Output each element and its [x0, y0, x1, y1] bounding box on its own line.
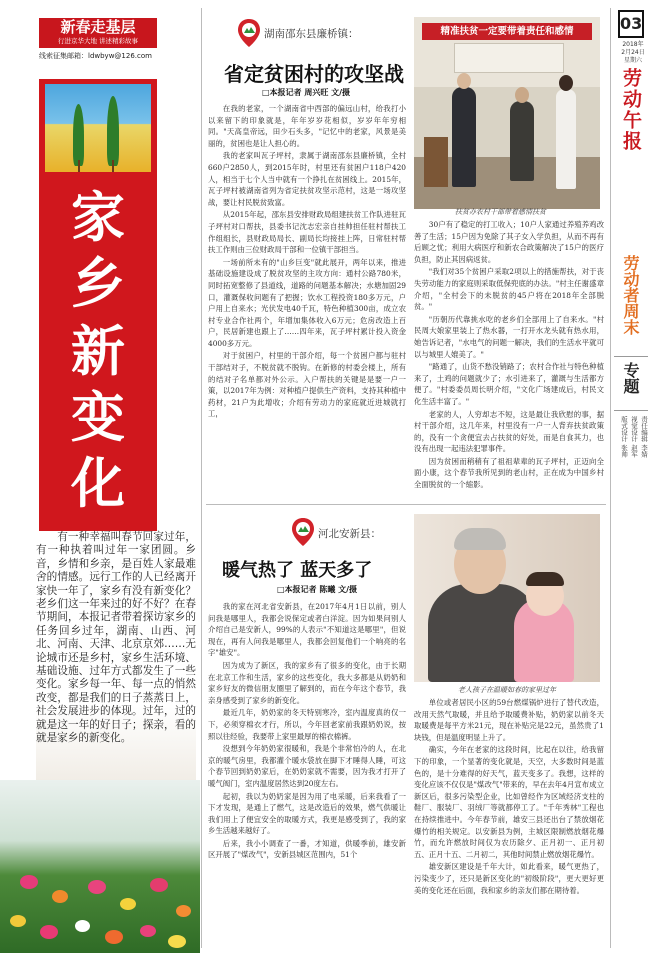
article1-paragraph: 我的老家叫瓦子坪村，隶属于湖南邵东县廉桥镇，全村660户2850人，到2015年时，村里还有贫困户118户420人，相当于七个人当中就有一个挣扎在贫困线上。2015年，瓦子坪村被湖南省列为省定扶贫攻坚示范村，这是一场攻坚战，要让村民脱贫致富。 [208, 151, 406, 207]
issue-date [616, 41, 650, 65]
section-title: 劳动者周末 [621, 255, 640, 335]
article1-paragraph: 对于贫困户，村里的干部介绍，每一个贫困户都与驻村干部结对子，不脱贫就不脱钩。在新修的村委会楼上，所有的结对子名单都对外公示。入户帮扶的关键是是要一户一策，以2017年为例：对种植户提供生产资料，支持其种植中药材，21户为此增收；介绍有劳动力的家庭就近进城就打工， [208, 351, 406, 419]
article2-photo [414, 514, 600, 682]
article2-caption: 老人孩子在温暖如春的家里过年 [458, 686, 556, 694]
article2-byline: □本报记者 陈曦 文/摄 [277, 585, 358, 594]
section-subtitle: 专题 [621, 362, 640, 394]
tree-trunk [78, 160, 80, 172]
issue-day: 2月24日 [621, 49, 645, 56]
photo-banner-text: 精准扶贫一定要带着责任和感情 [422, 23, 592, 40]
article2-paragraph: 最近几年，奶奶家的冬天特别寒冷，室内温度真的仅一下，必须穿棉衣才行，所以，今年回老家前我跟奶奶说，按照以往经验，我要带上家里最厚的棉衣棉裤。 [208, 708, 406, 741]
editor-credit: 责任编辑 李婧 [640, 416, 648, 458]
article1-location: 湖南邵东县廉桥镇： [264, 28, 359, 40]
article2-paragraph: 起初，我以为奶奶家是因为用了电采暖，后来我看了一下才发现，是通上了燃气，这是改造后的效果，燃气供暖让我们用上了便宜安全的取暖方式，我更是感受到了，我的家乡生活越来越好了。 [208, 791, 406, 836]
tree-icon [107, 96, 119, 166]
masthead-logo: 劳动午报 [620, 68, 642, 152]
location-pin-icon [290, 517, 316, 547]
article1-byline: □本报记者 周兴旺 文/摄 [262, 88, 351, 97]
column-divider [201, 8, 202, 948]
article2-paragraph: 我的家在河北省安新县，在2017年4月1日以前，别人问我是哪里人，我都会说保定或者白洋淀。因为如果问别人介绍自己是安新人，99%的人表示"不知道这是哪里"，但说现在，再有人问我是哪里人，我都会回复他们一个响亮的名字"雄安"。 [208, 602, 406, 658]
location-pin-icon [236, 18, 262, 48]
editor-credit: 视觉设计 赵军 [630, 416, 638, 458]
article1-paragraph: 从2015年起，邵东县安排财政局组建扶贫工作队进驻瓦子坪村对口帮扶，县委书记沈志宏亲自挂帅担任驻村帮扶工作组组长，县财政局局长、副局长均接挂上阵，日常驻村帮扶工作则由三位财政局干部和一位镇干部担当。 [208, 210, 406, 255]
article2-paragraph: 后来，我小小调查了一番，才知道，供暖季前，雄安新区开展了"煤改气"，安新县城区范围内，51个 [208, 838, 406, 860]
article-divider [206, 504, 606, 505]
article1-body-col1 [208, 103, 406, 498]
big-title-char-4: 变 [71, 386, 125, 449]
article1-paragraph: 因为贫困而稍稍有了祖祖辈辈的瓦子坪村，正迈向全面小康，这个春节我所见到的老山村，正在成为中国乡村全面脱贫的一个缩影。 [414, 456, 604, 490]
article1-paragraph: 一场前所未有的"山乡巨变"就此展开，两年以来，推进基础设施建设成了脱贫攻坚的主攻方向：通村公路780米，同时拓宽整修了县道线，道路的问题基本解决；水塘加固29口，灌溉保收问题有了把握；饮水工程投资180多万元，户户用上自来水；光伏发电40千瓦，特色种植300亩，成立农村专业合作社两个，年增加集体收入6万元；危房改造上百户，民居新建也跟上了……四年来，瓦子坪村累计投入资金4000多万元。 [208, 257, 406, 348]
column-banner [39, 18, 157, 48]
article1-body-col2 [414, 219, 604, 499]
article1-paragraph: 30户有了稳定的打工收入；10户人家通过养殖养鸡改善了生活；15户因为免除了其子女入学负担，从而不再有后顾之忧；利用大病医疗和新农合政策解决了15户的医疗负担，防止其因病返贫。 [414, 220, 604, 264]
article1-paragraph: "历朝历代靠挑水吃的老乡们全部用上了自来水。"村民周大娘家里装上了热水器，一打开水龙头就有热水用，她告诉记者，"水电气的问题一解决，我们的生活水平就可以与城里人媲美了。" [414, 314, 604, 359]
margin-divider [610, 8, 611, 948]
editor-credit: 版式设计 张帅 [620, 416, 628, 458]
article1-paragraph: "我们对35个贫困户采取2项以上的措施帮扶，对于丧失劳动能力的家庭则采取低保兜底的办法。"村主任谢盛章介绍，"全村会下的未脱贫的45户将在2018年全部脱贫。" [414, 267, 604, 312]
article2-paragraph: 因为成为了新区，我的家乡有了很多的变化，由于长期在北京工作和生活，家乡的这些变化，我大多都是从奶奶和家乡好友的微信朋友圈里了解到的，而在今年这个春节，我亲身感受到了家乡的新变化。 [208, 660, 406, 705]
article2-paragraph: 没想到今年奶奶家很暖和，我是个非常怕冷的人，在北京的暖气房里，我都灌个暖水袋放在脚下才睡得人睡，可这个春节回到奶奶家后，在奶奶家就不需要，因为我才打开了暖气阀门，室内温度居然达到20度左右。 [208, 744, 406, 788]
tree-trunk [112, 160, 114, 172]
tree-icon [73, 104, 84, 166]
article2-location: 河北安新县： [318, 528, 381, 540]
article2-headline: 暖气热了 蓝天多了 [222, 560, 373, 581]
issue-year: 2018年 [622, 41, 644, 48]
page-number: 03 [618, 10, 644, 38]
big-title-char-5: 化 [71, 452, 125, 515]
section-rule [614, 356, 648, 357]
intro-text: 有一种幸福叫春节回家过年，有一种执着叫过年一家团圆。乡音，乡情和乡亲，是百姓人家最难舍的情感。远行工作的人已经离开家快一年了，家乡有没有新变化？老乡们这一年来过的好不好？在春节期间，本报记者带着探访家乡的任务回乡过年，湖南、山西、河北、河南、天津、北京京郊……无论城市还是乡村，家乡生活环境、基础设施、过年方式都发生了一些变化。家乡每一年、每一点的悄然改变，都是我们的日子蒸蒸日上，社会发展进步的体现。过年，过的就是这一年的好日子；探亲，看的就是家乡的新变化。 [36, 531, 196, 781]
section-rule [614, 410, 648, 411]
big-title-char-1: 家 [71, 186, 125, 249]
article2-paragraph: 单位或者居民小区的59台燃煤锅炉进行了替代改造，改用天然气取暖，并且给予取暖费补贴，奶奶家以前冬天取暖费是每平方米21元，现在补贴完是22元，虽然贵了1块钱，但是温度明显上升了。 [414, 698, 604, 742]
article1-headline: 省定贫困村的攻坚战 [224, 62, 404, 86]
article1-photo [414, 17, 600, 209]
big-title-char-2: 乡 [71, 252, 125, 315]
banner-subtitle: 行进京华大地 讲述精彩故事 [57, 37, 139, 45]
landscape-painting [45, 84, 151, 172]
flower-photo [0, 780, 200, 953]
banner-title: 新春走基层 [60, 18, 136, 36]
big-title-char-3: 新 [71, 320, 125, 383]
article1-paragraph: 老家的人，人穷却志不短，这是最让我欣慰的事，据村干部介绍，这几年来，村里没有一户一人背弃扶贫政策的，没有一个贪便宜去占扶贫的好处，而是自食其力，也没有出现一起违法犯罪事件。 [414, 409, 604, 454]
article1-paragraph: "路通了，山货不愁没销路了；农村合作社与特色种植来了，土鸡的问题就少了；水引进来了，灌溉与生活都方便了。"村委委员周长明介绍，"文化广场建成后，村民文化生活丰富了。" [414, 362, 604, 406]
article1-paragraph: 在我的老家，一个湖南省中西部的偏远山村，给我打小以来留下的印象就是，年年岁岁花相似，岁岁年年穷相同。"天高皇帝远，田少石头多，"记忆中的老家，风景是美丽的，贫困也是让人担心的。 [208, 104, 406, 148]
email-line: 线索征集邮箱：ldwbyw@126.com [39, 52, 152, 60]
article2-body-col1 [208, 601, 406, 951]
article2-body-col2 [414, 697, 604, 951]
article2-paragraph: 雄安新区建设是千年大计，如此看来，暖气更热了，污染变少了，还只是新区变化的"初级阶段"，更大更好更美的变化还在后面，我和家乡的亲友们都在期待着。 [414, 862, 604, 895]
article1-caption: 扶贫办农村干部带着感情扶贫 [455, 208, 546, 216]
article2-paragraph: 确实，今年在老家的这段时间，比起在以往，给我留下的印象，一个显著的变化就是，天空，大多数时间是蓝色的，是十分难得的好天气，蓝天变多了。我想，这样的变化应该不仅仅是"煤改气"带来的，早在去年4月宣布成立新区后，很多污染型企业，比如曾经作为区域经济支柱的鞋厂、服装厂、羽绒厂等就都停工了。"千年秀林"工程也在持续推进中。今年春节前，雄安三县还出台了禁放烟花爆竹的相关规定。以安新县为例，主城区限制燃放烟花爆竹，而允许燃放时间仅为农历除夕、正月初一、正月初五、正月十五、二月初二，其他时间禁止燃放烟花爆竹。 [414, 745, 604, 859]
issue-weekday: 星期六 [623, 57, 642, 64]
